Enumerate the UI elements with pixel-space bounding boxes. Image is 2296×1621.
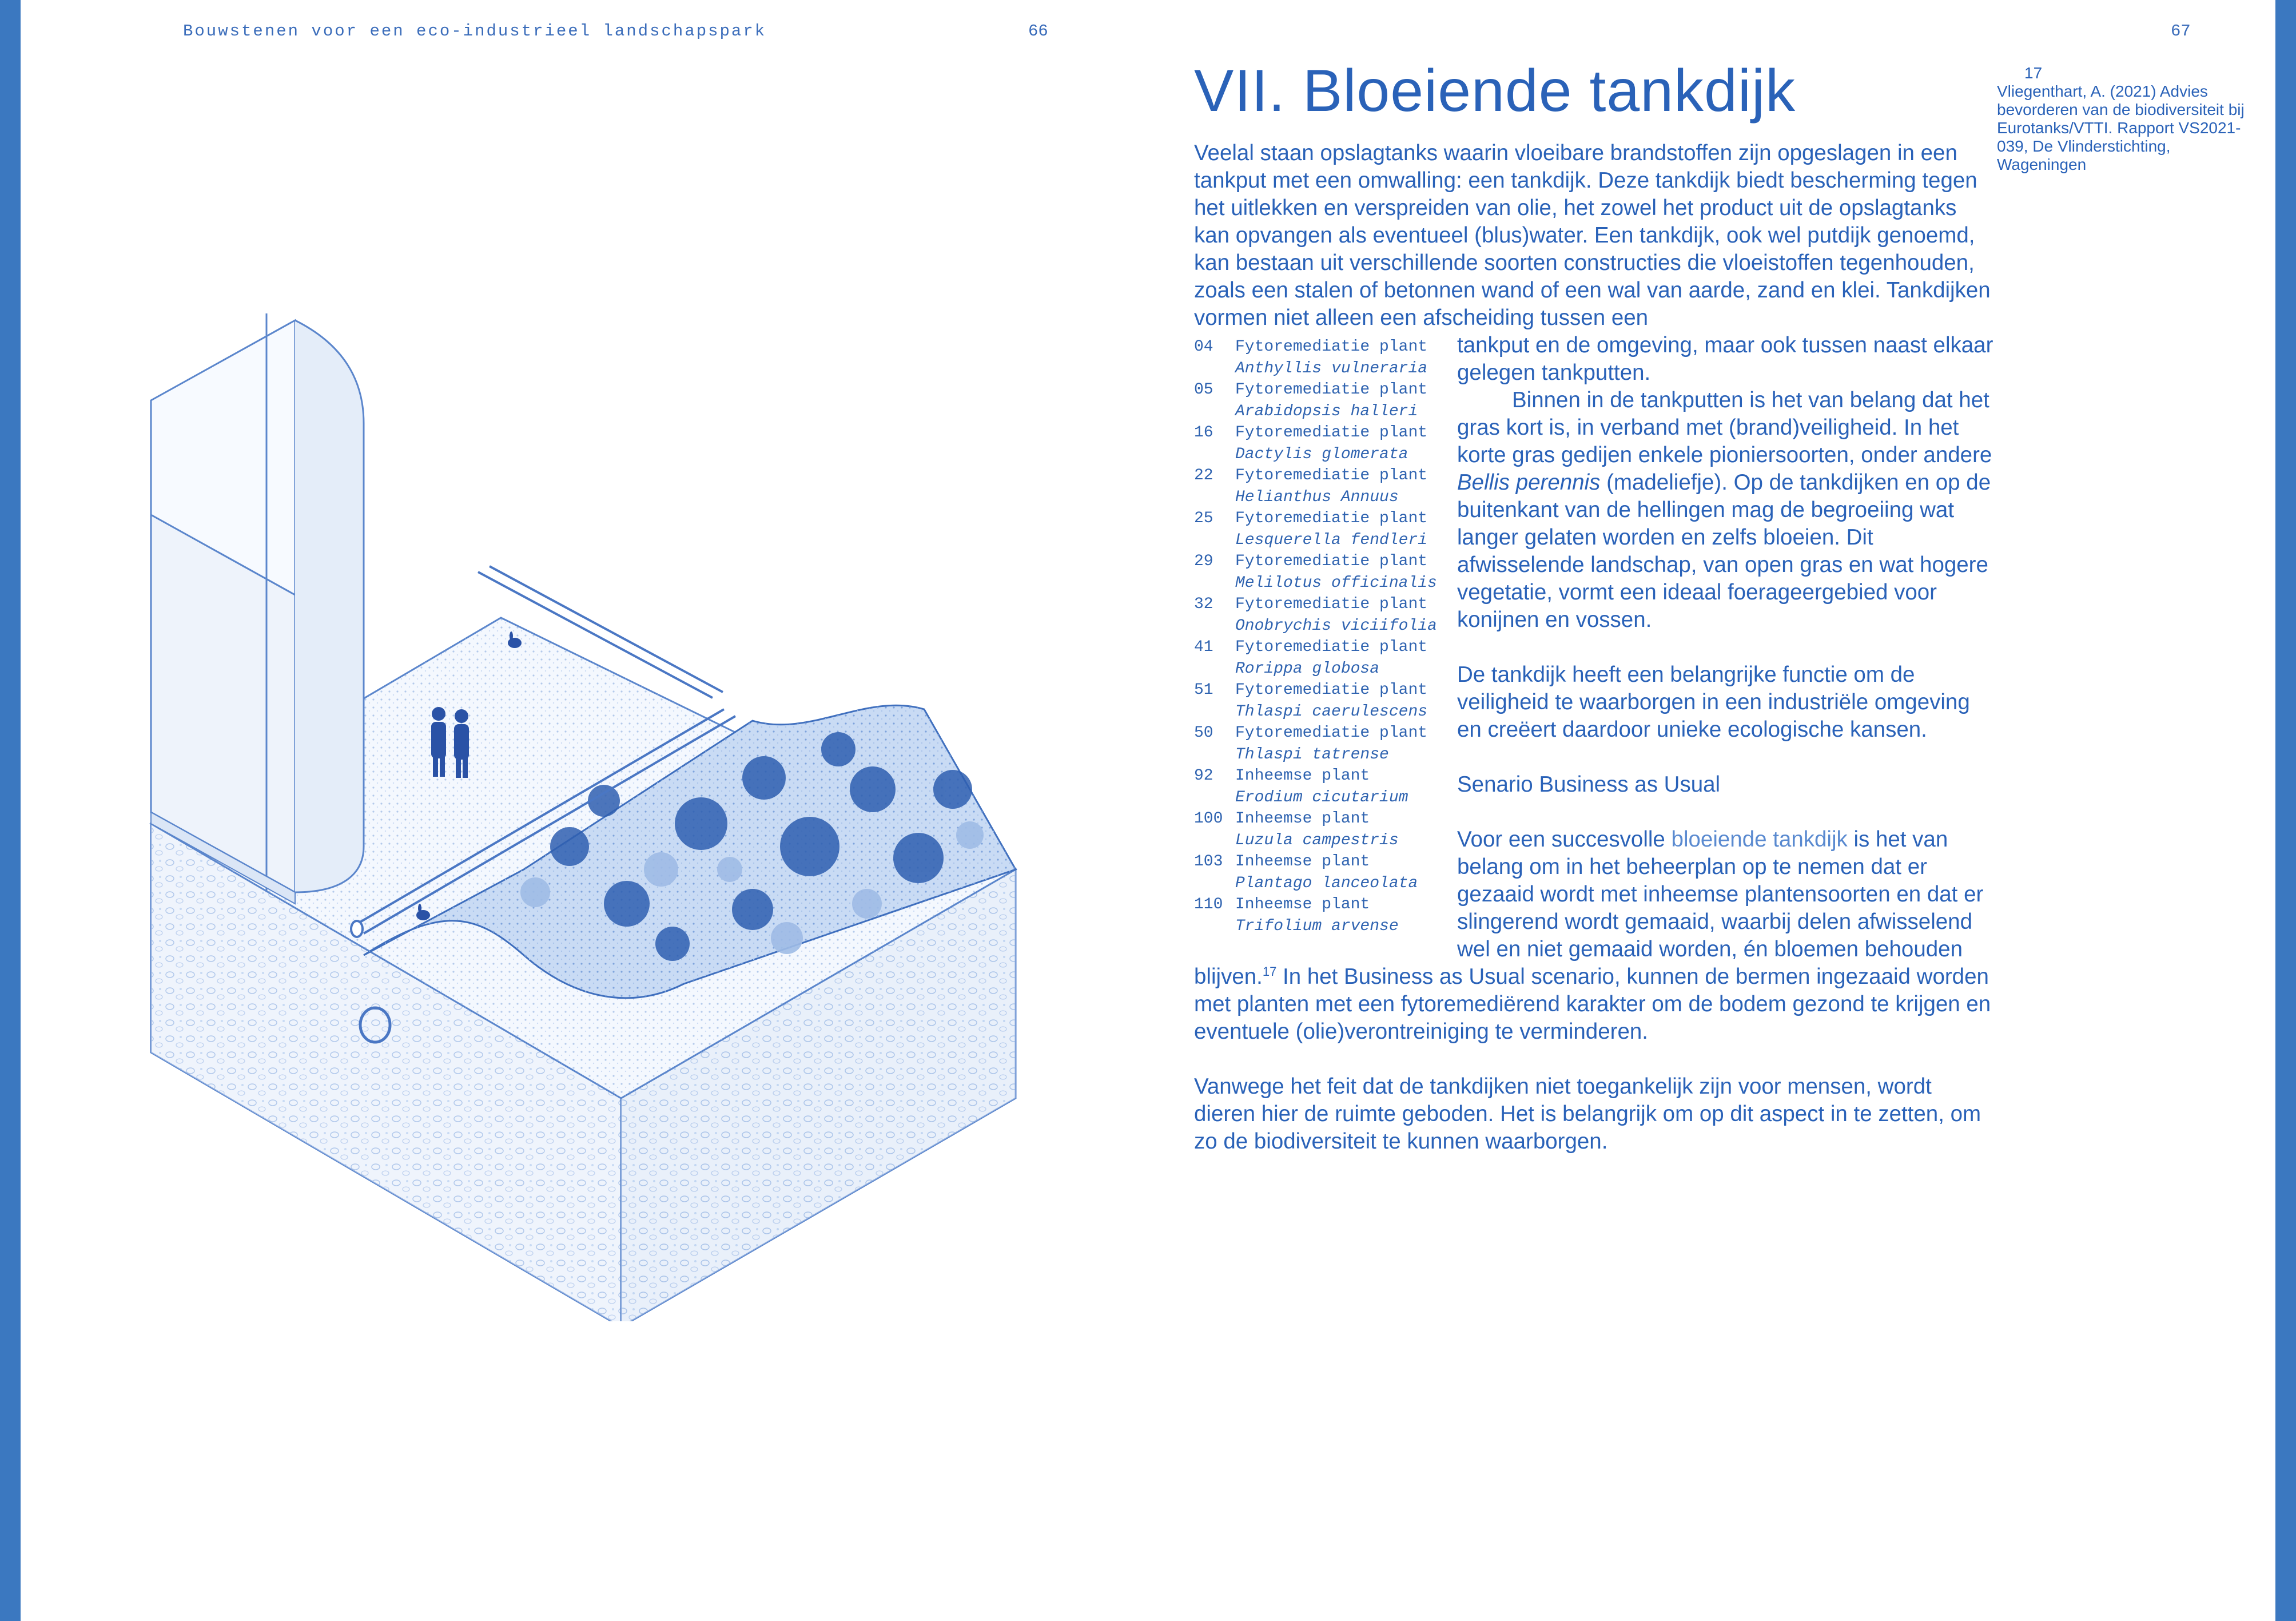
plant-list-item: 05 Fytoremediatie plant Arabidopsis halleri (1194, 381, 1428, 420)
intro-paragraph: Veelal staan opslagtanks waarin vloeibare brandstoffen zijn opgeslagen in een tankput met een omwalling: een tankdijk. Deze tankdijk biedt bescherming tegen het uitlekken en verspreiden van olie, het zowel het product uit de opslagtanks kan opvangen als eventueel (blus)water. Een tankdijk, ook wel putdijk genoemd, kan bestaan uit verschillende soorten constructies die vloeistoffen tegenhouden, zoals een stalen of betonnen wand of een wal van aarde, zand en klei. Tankdijken vormen niet alleen een afscheiding tussen een (1194, 141, 1991, 330)
highlight-term: bloeiende tankdijk (1671, 827, 1848, 852)
plant-list-item: 51 Fytoremediatie plant Thlaspi caerulescens (1194, 681, 1428, 721)
section-subheading: Senario Business as Usual (1457, 772, 1721, 797)
paragraph-vegetation: Binnen in de tankputten is het van belang dat het gras kort is, in verband met (brand)veiligheid. In het korte gras gedijen enkele pioniersoorten, onder andere Bellis perennis (madeliefje). Op de tankdijken en op de buitenkant van de hellingen mag de begroeiing wat langer gelaten worden en zelfs bloeien. Dit afwisselende landschap, van open gras en wat hogere vegetatie, vormt een ideaal foerageergebied voor konijnen en vossen. (1457, 388, 1992, 632)
intro-paragraph-end: tankput en de omgeving, maar ook tussen naast elkaar gelegen tankputten. (1457, 333, 1993, 385)
plant-list-item: 16 Fytoremediatie plant Dactylis glomerata (1194, 424, 1428, 463)
running-header: Bouwstenen voor een eco-industrieel landschapspark (183, 22, 767, 41)
plant-list-item: 25 Fytoremediatie plant Lesquerella fendleri (1194, 510, 1428, 549)
plant-list-item: 103 Inheemse plant Plantago lanceolata (1194, 853, 1418, 892)
chapter-title: VII. Bloeiende tankdijk (1194, 58, 1796, 124)
tankdike-illustration (124, 297, 1164, 1321)
footnote-ref: 17 (1262, 964, 1277, 979)
page-number-left: 66 (1028, 22, 1048, 41)
species-name-bellis: Bellis perennis (1457, 470, 1601, 495)
body-text (1194, 140, 1995, 1155)
plant-list-item: 100 Inheemse plant Luzula campestris (1194, 810, 1399, 849)
plant-list-item: 92 Inheemse plant Erodium cicutarium (1194, 767, 1408, 806)
paragraph-function: De tankdijk heeft een belangrijke functie om de veiligheid te waarborgen in een industriële omgeving en creëert daardoor unieke ecologische kansen. (1457, 662, 1970, 742)
page-number-right: 67 (2171, 22, 2191, 41)
sidenote-text: Vliegenthart, A. (2021) Advies bevorderen van de biodiversiteit bij Eurotanks/VTTI. Rapport VS2021-039, De Vlinderstichting, Wageningen (1997, 82, 2245, 173)
plant-list-item: 22 Fytoremediatie plant Helianthus Annuus (1194, 467, 1428, 506)
plant-list-item: 50 Fytoremediatie plant Thlaspi tatrense (1194, 724, 1428, 764)
plant-list-item: 04 Fytoremediatie plant Anthyllis vulneraria (1194, 338, 1428, 378)
plant-list (1194, 336, 1443, 937)
book-spread (21, 0, 2275, 1621)
sidenote (1997, 64, 2249, 174)
paragraph-scenario: Voor een succesvolle bloeiende tankdijk is het van belang om in het beheerplan op te nemen dat er gezaaid wordt met inheemse plantensoorten en dat er slingerend wordt gemaaid, waarbij delen afwisselend wel en niet gemaaid worden, én bloemen behouden blijven.$^{17}$ In het Business as Usual scenario, kunnen de bermen ingezaaid worden met planten met een fytoremediërend karakter om de bodem gezond te krijgen en eventuele (olie)verontreiniging te verminderen. (1194, 827, 1991, 1044)
sidenote-number: 17 (2024, 64, 2043, 82)
paragraph-animals: Vanwege het feit dat de tankdijken niet toegankelijk zijn voor mensen, wordt dieren hier de ruimte geboden. Het is belangrijk om op dit aspect in te zetten, om zo de biodiversiteit te kunnen waarborgen. (1194, 1074, 1981, 1154)
plant-list-item: 41 Fytoremediatie plant Rorippa globosa (1194, 638, 1428, 678)
plant-list-item: 29 Fytoremediatie plant Melilotus officinalis (1194, 553, 1437, 592)
text-with-plant-list (1194, 332, 1995, 1046)
tank-wall (151, 313, 364, 904)
plant-list-item: 110 Inheemse plant Trifolium arvense (1194, 896, 1399, 935)
plant-list-item: 32 Fytoremediatie plant Onobrychis viciifolia (1194, 595, 1437, 635)
